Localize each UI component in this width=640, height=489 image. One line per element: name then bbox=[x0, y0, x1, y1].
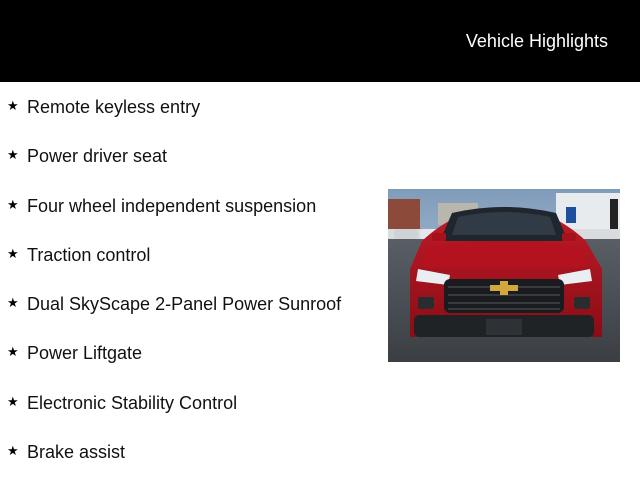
feature-label: Dual SkyScape 2-Panel Power Sunroof bbox=[27, 294, 342, 315]
list-item bbox=[7, 144, 341, 193]
star-icon: ★ bbox=[7, 394, 19, 410]
list-item bbox=[7, 243, 341, 292]
feature-label: Brake assist bbox=[27, 442, 126, 463]
star-icon: ★ bbox=[7, 99, 19, 114]
list-item bbox=[7, 292, 341, 341]
vehicle-illustration bbox=[388, 189, 620, 362]
star-icon: ★ bbox=[7, 296, 19, 312]
feature-label: Four wheel independent suspension bbox=[27, 195, 317, 216]
list-item bbox=[7, 440, 341, 489]
star-icon: ★ bbox=[7, 197, 19, 213]
feature-list bbox=[7, 95, 341, 489]
star-icon: ★ bbox=[7, 246, 19, 262]
list-item bbox=[7, 95, 341, 144]
page-title: Vehicle Highlights bbox=[465, 31, 608, 51]
list-item bbox=[7, 194, 341, 243]
star-icon: ★ bbox=[7, 148, 19, 164]
feature-label: Power driver seat bbox=[27, 146, 168, 167]
feature-label: Remote keyless entry bbox=[27, 97, 201, 117]
feature-label: Power Liftgate bbox=[27, 343, 143, 364]
feature-label: Traction control bbox=[27, 244, 151, 265]
vehicle-photo bbox=[388, 189, 620, 362]
header-bar bbox=[0, 0, 640, 82]
list-item bbox=[7, 341, 341, 390]
star-icon: ★ bbox=[7, 345, 19, 361]
list-item bbox=[7, 391, 341, 440]
star-icon: ★ bbox=[7, 444, 19, 460]
feature-label: Electronic Stability Control bbox=[27, 392, 238, 413]
